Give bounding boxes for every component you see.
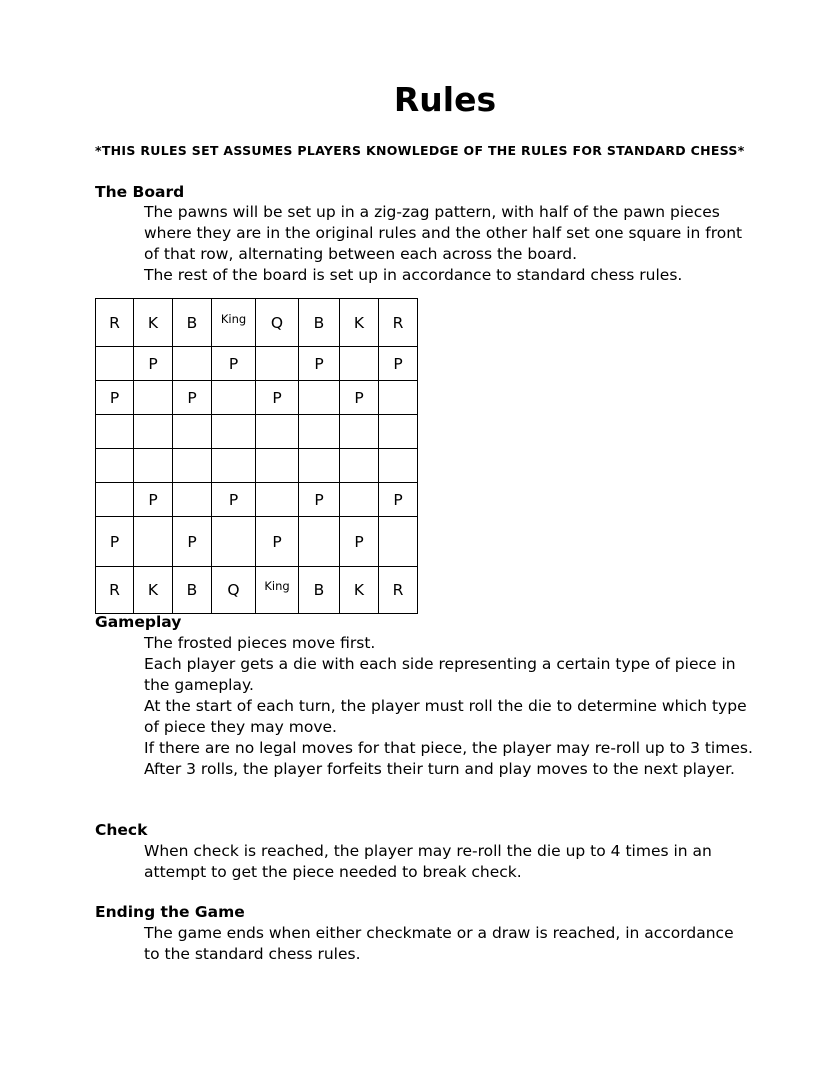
board-square — [96, 299, 134, 347]
board-square — [96, 483, 134, 517]
piece-label: K — [147, 581, 159, 599]
board-square — [256, 347, 299, 381]
board-square — [379, 449, 418, 483]
board-row — [96, 347, 418, 381]
board-square — [212, 517, 256, 567]
board-row — [96, 415, 418, 449]
piece-label: P — [272, 532, 282, 551]
board-row — [96, 449, 418, 483]
piece-label: P — [228, 354, 239, 373]
assumption-note: *THIS RULES SET ASSUMES PLAYERS KNOWLEDGE OF THE RULES FOR STANDARD CHESS* — [95, 143, 745, 158]
board-square — [256, 567, 299, 614]
piece-label: R — [109, 581, 120, 599]
board-square — [256, 415, 299, 449]
board-square — [340, 449, 379, 483]
board-square — [96, 347, 134, 381]
board-square — [379, 381, 418, 415]
board-square — [212, 415, 256, 449]
board-diagram — [95, 298, 418, 614]
board-square — [173, 517, 212, 567]
board-square — [96, 517, 134, 567]
board-square — [379, 347, 418, 381]
board-square — [256, 299, 299, 347]
board-square — [256, 517, 299, 567]
piece-label: P — [354, 532, 364, 551]
board-square — [299, 347, 340, 381]
piece-label: P — [393, 490, 403, 509]
board-square — [340, 381, 379, 415]
board-square — [173, 415, 212, 449]
ending-paragraph: The game ends when either checkmate or a draw is reached, in accordance to the standard chess rules. — [144, 924, 734, 963]
piece-label: K — [147, 313, 159, 332]
board-square — [212, 347, 256, 381]
board-square — [340, 347, 379, 381]
piece-label: P — [187, 532, 197, 551]
board-row — [96, 483, 418, 517]
gameplay-paragraph: After 3 rolls, the player forfeits their turn and play moves to the next player. — [144, 760, 735, 778]
piece-label: B — [313, 313, 325, 332]
board-square — [299, 299, 340, 347]
board-row — [96, 517, 418, 567]
board-square — [212, 299, 256, 347]
piece-label: P — [109, 388, 120, 407]
gameplay-paragraph: At the start of each turn, the player must roll the die to determine which type of piece they may move. — [144, 697, 747, 736]
piece-label: Q — [270, 313, 284, 332]
gameplay-heading: Gameplay — [95, 613, 182, 631]
piece-label: P — [314, 354, 324, 373]
board-square — [379, 567, 418, 614]
piece-label: P — [148, 490, 158, 509]
check-paragraph: When check is reached, the player may re-roll the die up to 4 times in an attempt to get the piece needed to break check. — [144, 842, 712, 881]
piece-label: R — [392, 313, 404, 332]
check-description — [144, 841, 719, 883]
board-square — [134, 347, 173, 381]
gameplay-paragraph: If there are no legal moves for that piece, the player may re-roll up to 3 times. — [144, 739, 753, 757]
piece-label: K — [353, 581, 365, 599]
board-square — [134, 299, 173, 347]
board-square — [96, 381, 134, 415]
board-square — [96, 567, 134, 614]
board-square — [379, 517, 418, 567]
board-paragraph: The rest of the board is set up in accordance to standard chess rules. — [144, 266, 683, 284]
gameplay-paragraph: The frosted pieces move first. — [144, 634, 376, 652]
board-square — [173, 299, 212, 347]
board-square — [134, 517, 173, 567]
board-square — [173, 347, 212, 381]
board-square — [299, 381, 340, 415]
board-square — [299, 449, 340, 483]
piece-label: King — [220, 311, 247, 326]
check-heading: Check — [95, 821, 148, 839]
board-square — [299, 483, 340, 517]
piece-label: P — [228, 490, 239, 509]
board-square — [212, 483, 256, 517]
board-square — [340, 567, 379, 614]
board-square — [256, 381, 299, 415]
piece-label: R — [109, 313, 120, 332]
board-description — [144, 202, 754, 286]
piece-label: R — [392, 581, 404, 599]
piece-label: B — [186, 313, 198, 332]
board-square — [379, 299, 418, 347]
ending-heading: Ending the Game — [95, 903, 245, 921]
board-square — [340, 415, 379, 449]
piece-label: P — [354, 388, 364, 407]
piece-label: P — [187, 388, 197, 407]
ending-description — [144, 923, 734, 965]
board-square — [379, 483, 418, 517]
piece-label: Q — [227, 581, 240, 599]
board-square — [212, 449, 256, 483]
board-square — [299, 567, 340, 614]
board-square — [256, 449, 299, 483]
board-row — [96, 299, 418, 347]
board-square — [340, 483, 379, 517]
board-square — [173, 483, 212, 517]
board-square — [299, 517, 340, 567]
piece-label: P — [272, 388, 282, 407]
page-title: Rules — [393, 80, 497, 119]
piece-label: K — [353, 313, 365, 332]
board-row — [96, 567, 418, 614]
board-square — [379, 415, 418, 449]
board-square — [173, 449, 212, 483]
board-square — [134, 567, 173, 614]
board-square — [96, 449, 134, 483]
board-paragraph: The pawns will be set up in a zig-zag pattern, with half of the pawn pieces where they are in the original rules and the other half set one square in front of that row, alternating between each across the board. — [144, 203, 743, 263]
piece-label: B — [313, 581, 325, 599]
board-square — [134, 449, 173, 483]
piece-label: P — [148, 354, 158, 373]
board-row — [96, 381, 418, 415]
piece-label: P — [393, 354, 403, 373]
gameplay-paragraph: Each player gets a die with each side representing a certain type of piece in the gameplay. — [144, 655, 736, 694]
piece-label: P — [109, 532, 120, 551]
piece-label: King — [264, 579, 290, 593]
piece-label: B — [186, 581, 198, 599]
board-square — [134, 415, 173, 449]
board-square — [134, 483, 173, 517]
board-square — [96, 415, 134, 449]
board-square — [173, 381, 212, 415]
board-square — [173, 567, 212, 614]
gameplay-description — [144, 633, 754, 780]
board-square — [212, 381, 256, 415]
board-square — [340, 299, 379, 347]
board-square — [256, 483, 299, 517]
board-square — [212, 567, 256, 614]
board-heading: The Board — [95, 183, 185, 201]
board-square — [299, 415, 340, 449]
piece-label: P — [314, 490, 324, 509]
board-square — [134, 381, 173, 415]
board-square — [340, 517, 379, 567]
